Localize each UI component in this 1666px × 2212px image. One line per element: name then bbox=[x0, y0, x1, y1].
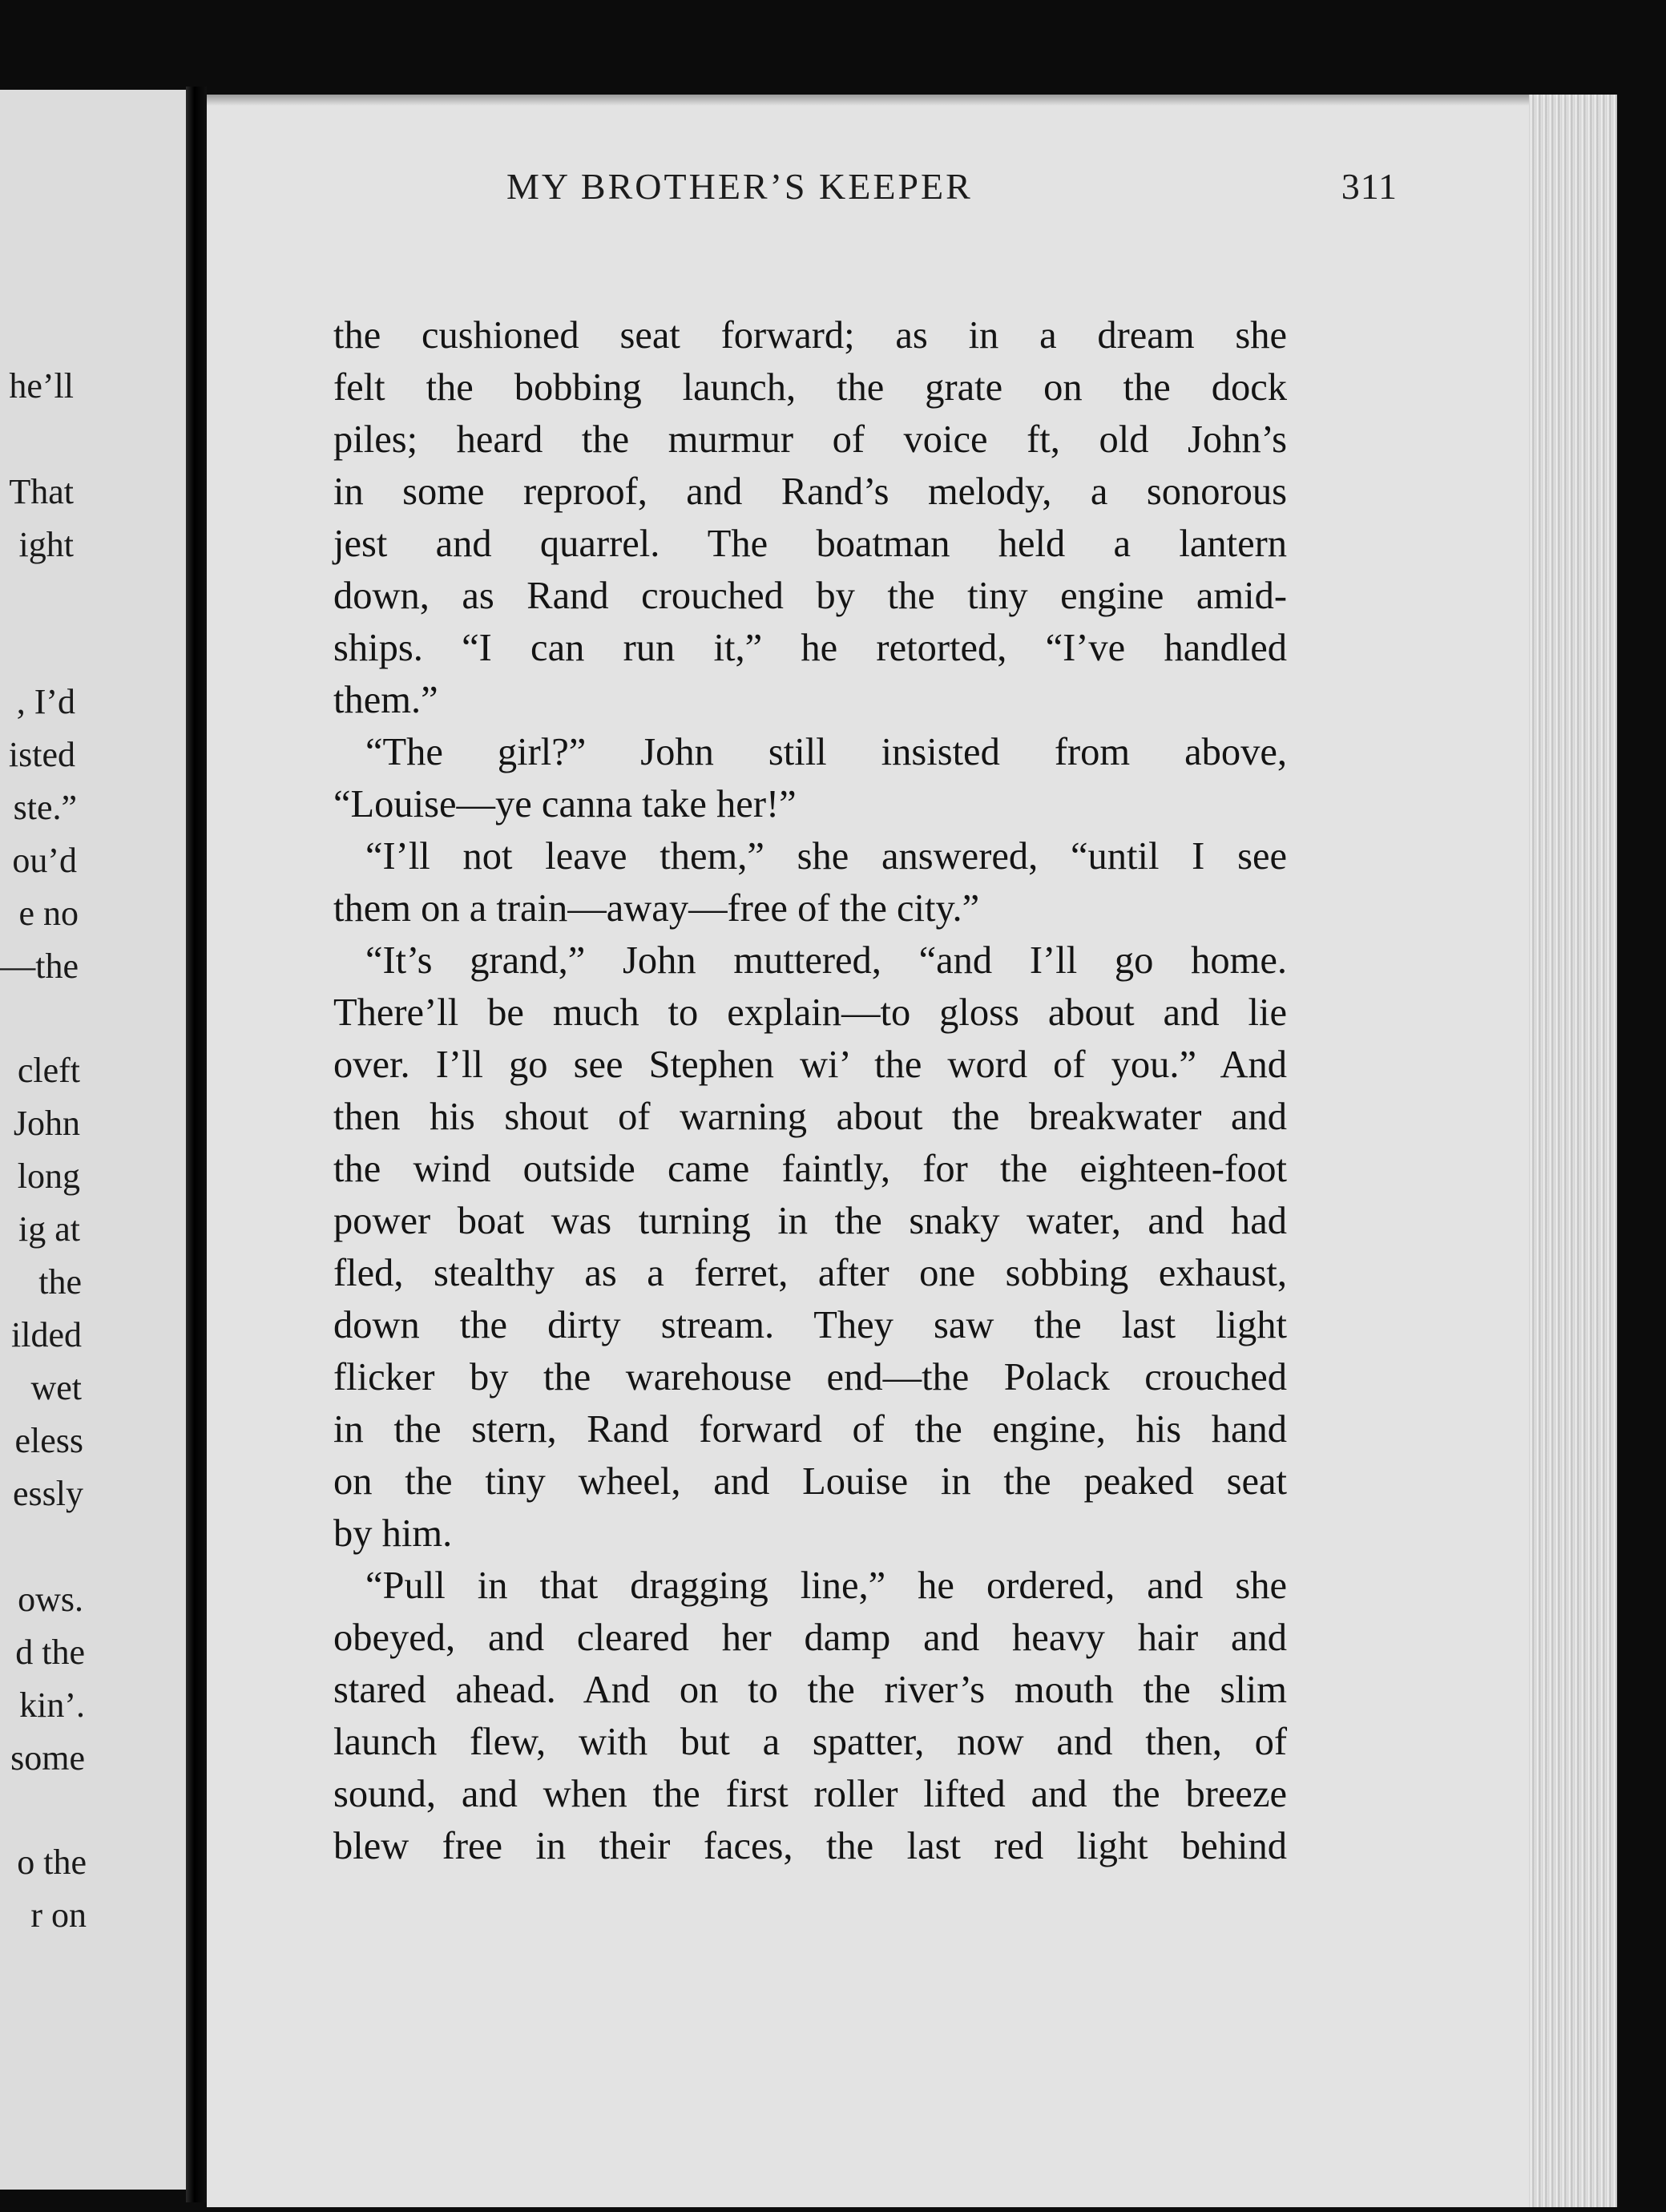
text-line: them.” bbox=[333, 679, 438, 721]
text-line: on the tiny wheel, and Louise in the peaked seat bbox=[333, 1460, 1287, 1503]
running-head-title: MY BROTHER’S KEEPER bbox=[506, 166, 973, 207]
left-page-fragment: ig at bbox=[18, 1209, 80, 1249]
left-page-fragment: eless bbox=[14, 1421, 83, 1460]
left-page-fragment: o the bbox=[17, 1843, 87, 1882]
text-line: down the dirty stream. They saw the last light bbox=[333, 1304, 1287, 1346]
book-gutter bbox=[186, 87, 207, 2202]
left-page-fragment: ou’d bbox=[12, 841, 77, 880]
text-line: by him. bbox=[333, 1512, 453, 1555]
left-page-fragment: That bbox=[9, 472, 74, 511]
left-page bbox=[0, 90, 186, 2190]
left-page-fragment: d the bbox=[15, 1633, 85, 1672]
text-line: piles; heard the murmur of voice ft, old John’s bbox=[333, 418, 1287, 461]
left-page-fragment: ste.” bbox=[13, 788, 77, 827]
left-page-fragment: ows. bbox=[18, 1580, 83, 1619]
left-page-fragment: wet bbox=[30, 1368, 82, 1407]
left-page-fragment: e no bbox=[18, 894, 79, 933]
text-line: “It’s grand,” John muttered, “and I’ll go home. bbox=[365, 939, 1287, 982]
text-line: ships. “I can run it,” he retorted, “I’ve handled bbox=[333, 627, 1287, 669]
left-page-fragment: , I’d bbox=[16, 682, 75, 721]
left-page-fragment: essly bbox=[13, 1474, 83, 1513]
text-line: in some reproof, and Rand’s melody, a sonorous bbox=[333, 470, 1287, 513]
page-top-shadow bbox=[207, 95, 1617, 106]
text-line: felt the bobbing launch, the grate on the dock bbox=[333, 366, 1287, 409]
text-line: over. I’ll go see Stephen wi’ the word of you.” And bbox=[333, 1043, 1287, 1086]
text-line: “Pull in that dragging line,” he ordered, and she bbox=[365, 1564, 1287, 1607]
text-line: fled, stealthy as a ferret, after one sobbing exhaust, bbox=[333, 1252, 1287, 1294]
left-page-fragment: John bbox=[13, 1104, 80, 1143]
text-line: “Louise—ye canna take her!” bbox=[333, 783, 797, 825]
text-line: jest and quarrel. The boatman held a lantern bbox=[333, 523, 1287, 565]
left-page-fragment: he’ll bbox=[9, 366, 74, 406]
text-line: power boat was turning in the snaky water, and had bbox=[333, 1200, 1287, 1242]
text-line: flicker by the warehouse end—the Polack crouched bbox=[333, 1356, 1287, 1399]
left-page-fragment: isted bbox=[8, 735, 75, 774]
text-line: in the stern, Rand forward of the engine, his hand bbox=[333, 1408, 1287, 1451]
text-line: There’ll be much to explain—to gloss about and lie bbox=[333, 991, 1287, 1034]
text-line: obeyed, and cleared her damp and heavy hair and bbox=[333, 1617, 1287, 1659]
text-line: launch flew, with but a spatter, now and then, of bbox=[333, 1721, 1287, 1763]
page-edge-stack bbox=[1529, 95, 1617, 2207]
text-line: them on a train—away—free of the city.” bbox=[333, 887, 980, 930]
text-line: the wind outside came faintly, for the eighteen-foot bbox=[333, 1148, 1287, 1190]
text-line: blew free in their faces, the last red light behind bbox=[333, 1825, 1287, 1867]
left-page-fragment: the bbox=[38, 1262, 82, 1302]
left-page-fragment: ilded bbox=[11, 1315, 82, 1354]
left-page-fragment: —the bbox=[0, 947, 79, 986]
text-line: the cushioned seat forward; as in a dream she bbox=[333, 314, 1287, 357]
text-line: stared ahead. And on to the river’s mouth the slim bbox=[333, 1669, 1287, 1711]
left-page-fragment: r on bbox=[30, 1895, 87, 1935]
text-line: sound, and when the first roller lifted and the breeze bbox=[333, 1773, 1287, 1815]
text-line: “I’ll not leave them,” she answered, “until I see bbox=[365, 835, 1287, 878]
left-page-fragment: long bbox=[17, 1156, 80, 1196]
page-number: 311 bbox=[1341, 166, 1398, 207]
text-line: “The girl?” John still insisted from above, bbox=[365, 731, 1287, 773]
text-line: down, as Rand crouched by the tiny engine amid- bbox=[333, 575, 1287, 617]
left-page-fragment: ight bbox=[18, 525, 74, 564]
text-line: then his shout of warning about the breakwater and bbox=[333, 1096, 1287, 1138]
left-page-fragment: cleft bbox=[17, 1051, 80, 1090]
left-page-fragment: kin’. bbox=[19, 1685, 85, 1725]
left-page-fragment: some bbox=[10, 1738, 85, 1778]
